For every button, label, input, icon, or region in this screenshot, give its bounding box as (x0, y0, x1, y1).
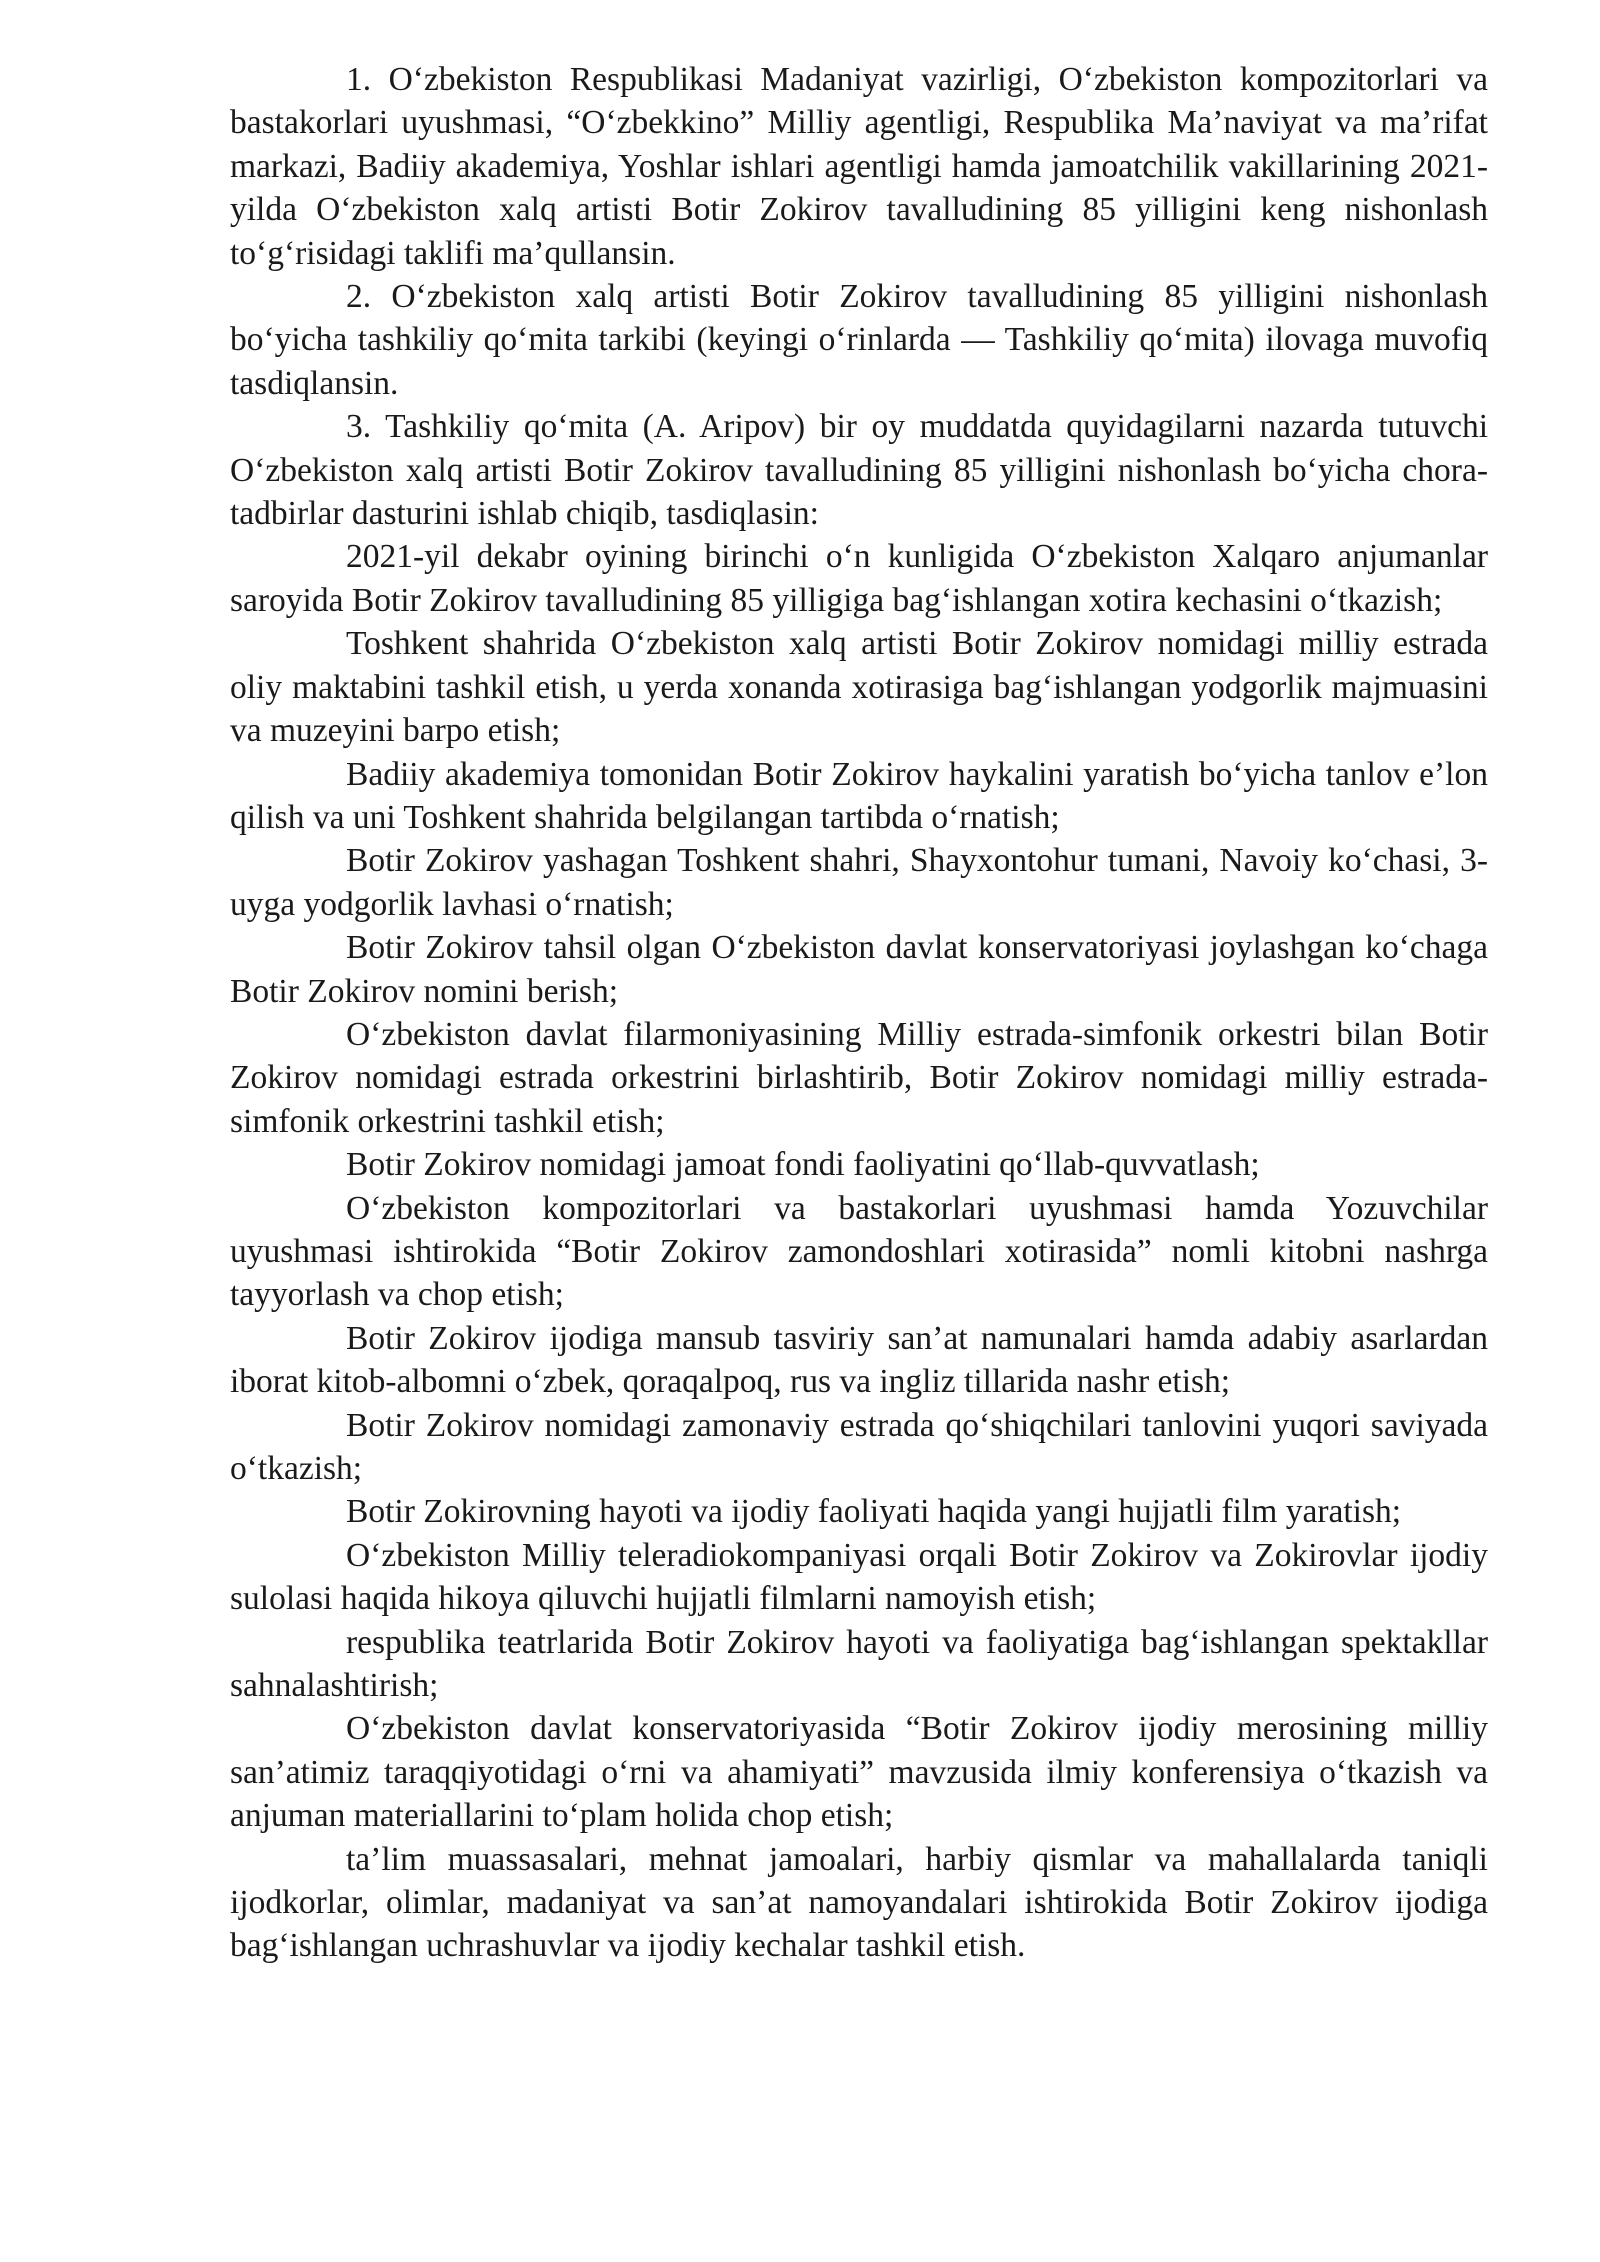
list-item-public-fund: Botir Zokirov nomidagi jamoat fondi faoliyatini qo‘llab-quvvatlash; (346, 1146, 1260, 1184)
document-body (230, 58, 1488, 1968)
list-item-singers-contest: Botir Zokirov nomidagi zamonaviy estrada qo‘shiqchilari tanlovini yuqori saviyada o‘tkazish; (230, 1406, 1488, 1487)
list-item-theatre-plays: respublika teatrlarida Botir Zokirov hayoti va faoliyatiga bag‘ishlangan spektakllar sahnalashtirish; (230, 1623, 1488, 1705)
list-item-conference: O‘zbekiston davlat konservatoriyasida “Botir Zokirov ijodiy merosining milliy san’atimiz taraqqiyotidagi o‘rni va ahamiyati” mavzusida ilmiy konferensiya o‘tkazish va anjuman materiallarini to‘plam holida chop etish; (230, 1710, 1488, 1835)
list-item-estrada-school: Toshkent shahrida O‘zbekiston xalq artisti Botir Zokirov nomidagi milliy estrada oliy maktabini tashkil etish, u yerda xonanda xotirasiga bag‘ishlangan yodgorlik majmuasini va muzeyini barpo etish; (230, 625, 1488, 750)
list-item-book-album: Botir Zokirov ijodiga mansub tasviriy san’at namunalari hamda adabiy asarlardan iborat kitob-albomni o‘zbek, qoraqalpoq, rus va ingliz tillarida nashr etish; (230, 1319, 1488, 1401)
list-item-street-naming: Botir Zokirov tahsil olgan O‘zbekiston davlat konservatoriyasi joylashgan ko‘chaga Botir Zokirov nomini berish; (230, 929, 1488, 1010)
list-item-memoir-book: O‘zbekiston kompozitorlari va bastakorlari uyushmasi hamda Yozuvchilar uyushmasi ishtirokida “Botir Zokirov zamondoshlari xotirasida” nomli kitobni nashrga tayyorlash va chop etish; (230, 1189, 1488, 1314)
list-item-meetings: ta’lim muassasalari, mehnat jamoalari, harbiy qismlar va mahallalarda taniqli ijodkorlar, olimlar, madaniyat va san’at namoyandalari ishtirokida Botir Zokirov ijodiga bag‘ishlangan uchrashuvlar va ijodiy kechalar tashkil etish. (230, 1840, 1488, 1965)
paragraph-item-3: 3. Tashkiliy qo‘mita (A. Aripov) bir oy muddatda quyidagilarni nazarda tutuvchi O‘zbekiston xalq artisti Botir Zokirov tavalludining 85 yilligini nishonlash bo‘yicha chora-tadbirlar dasturini ishlab chiqib, tasdiqlasin: (230, 408, 1488, 533)
list-item-memorial-evening: 2021-yil dekabr oyining birinchi o‘n kunligida O‘zbekiston Xalqaro anjumanlar saroyida Botir Zokirov tavalludining 85 yilligiga bag‘ishlangan xotira kechasini o‘tkazish; (230, 538, 1488, 619)
list-item-documentary: Botir Zokirovning hayoti va ijodiy faoliyati haqida yangi hujjatli film yaratish; (346, 1493, 1402, 1531)
list-item-monument-contest: Badiiy akademiya tomonidan Botir Zokirov haykalini yaratish bo‘yicha tanlov e’lon qilish va uni Toshkent shahrida belgilangan tartibda o‘rnatish; (230, 755, 1488, 836)
paragraph-item-2: 2. O‘zbekiston xalq artisti Botir Zokirov tavalludining 85 yilligini nishonlash bo‘yicha tashkiliy qo‘mita tarkibi (keyingi o‘rinlarda — Tashkiliy qo‘mita) ilovaga muvofiq tasdiqlansin. (230, 278, 1488, 402)
list-item-orchestra: O‘zbekiston davlat filarmoniyasining Milliy estrada-simfonik orkestri bilan Botir Zokirov nomidagi estrada orkestrini birlashtirib, Botir Zokirov nomidagi milliy estrada-simfonik orkestrini tashkil etish; (230, 1015, 1488, 1140)
list-item-tv-screening: O‘zbekiston Milliy teleradiokompaniyasi orqali Botir Zokirov va Zokirovlar ijodiy sulolasi haqida hikoya qiluvchi hujjatli filmlarni namoyish etish; (230, 1536, 1488, 1618)
paragraph-item-1: 1. O‘zbekiston Respublikasi Madaniyat vazirligi, O‘zbekiston kompozitorlari va bastakorlari uyushmasi, “O‘zbekkino” Milliy agentligi, Respublika Ma’naviyat va ma’rifat markazi, Badiiy akademiya, Yoshlar ishlari agentligi hamda jamoatchilik vakillarining 2021-yilda O‘zbekiston xalq artisti Botir Zokirov tavalludining 85 yilligini keng nishonlash to‘g‘risidagi taklifi ma’qullansin. (230, 61, 1488, 272)
list-item-memorial-plaque: Botir Zokirov yashagan Toshkent shahri, Shayxontohur tumani, Navoiy ko‘chasi, 3-uyga yodgorlik lavhasi o‘rnatish; (230, 842, 1488, 923)
